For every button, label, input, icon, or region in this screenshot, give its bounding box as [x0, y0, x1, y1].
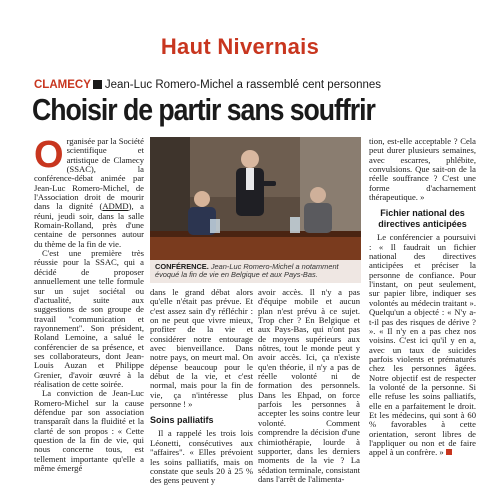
paragraph: La conviction de Jean-Luc Romero-Michel sur la cause défendue par son association transparaît dans la fluidité et la clarté de son propos : « Cette question de la fin de vie, qui nous concerne tous, est tellement importante qu'elle a même émergé [34, 388, 144, 474]
caption-label: CONFÉRENCE. [155, 261, 209, 271]
kicker [34, 79, 381, 91]
paragraph: dans le grand débat alors qu'elle n'était pas prévue. Et c'est assez sain d'y réfléchir : on ne peut que vivre mieux, profiter de la vie et considérer notre entourage avec bienveillance. Dans notre pays, on meurt mal. On dépense beaucoup pour le début de la vie, et c'est normal, mais pour la fin de vie, ça n'intéresse plus personne ! » [150, 287, 253, 410]
article-column-3 [258, 288, 360, 484]
kicker-place: CLAMECY [34, 79, 91, 91]
paragraph: tion, est-elle acceptable ? Cela peut durer plusieurs semaines, avec escarres, phlébite, convulsions. Que sait-on de la réelle souffrance ? C'est une forme d'acharnement thérapeutique. » [369, 136, 476, 203]
caption-text: Jean-Luc Romero-Michel a notamment évoqué la fin de vie en Belgique et aux Pays-Bas. [155, 261, 339, 280]
paragraph [369, 233, 476, 457]
article-headline: Choisir de partir sans souffrir [32, 92, 375, 127]
paragraph-intro [34, 134, 144, 249]
drop-cap: O [34, 134, 64, 176]
subheading: Fichier national des directives anticipées [378, 208, 467, 230]
end-of-article-icon [446, 449, 452, 455]
paragraph: Il a rappelé les trois lois Léonetti, consécutives aux "affaires". « Elles prévoient les soins palliatifs, mais on constate que seuls 20 à 25 % des gens peuvent y [150, 428, 253, 486]
section-rubric: Haut Nivernais [160, 34, 320, 59]
subheading: Soins palliatifs [150, 415, 214, 426]
kicker-text: Jean-Luc Romero-Michel a rassemblé cent personnes [104, 79, 382, 91]
admd-acronym: ADMD [102, 201, 129, 212]
square-bullet-icon [93, 80, 102, 89]
article-photo [150, 137, 361, 283]
article-column-4 [369, 137, 476, 458]
paragraph: C'est une première très réussie pour la SSAC, qui a décidé de proposer annuellement une telle formule sur un sujet sociétal ou d'actualité, suite aux suggestions de son groupe de travail "communication et rayonnement". Son président, Roland Lemoine, a salué le conférencier de sa présence, et ses collaborateurs, dont Jean-Louis Auzan et Philippe Grenier, d'avoir œuvré à la réalisation de cette soirée. [34, 248, 144, 389]
photo-caption [150, 260, 361, 283]
article-column-1 [34, 134, 144, 474]
intro-text-b: ), a réuni, jeudi soir, dans la salle Romain-Rolland, près d'une centaine de personnes autour du thème de la fin de vie. [34, 201, 144, 249]
paragraph-text: Le conférencier a poursuivi : « Il faudrait un fichier national des directives anticipées et préciser la personne de confiance. Pour l'instant, on peut seulement, sur papier libre, indiquer ses volontés au médecin traitant ». Quelqu'un a objecté : « N'y a-t-il pas des risques de dérive ? ». « Il n'y en a pas chez nos voisins. C'est ici qu'il y en a, avec un taux de suicides parfois violents et prématurés chez les personnes âgées. Notre objectif est de respecter la volonté de la personne. Si elle refuse les soins palliatifs, elle en a parfaitement le droit. Et les médecins, qui sont à 60 % favorables à cette orientation, seront libres de l'appliquer ou non et de faire appel à un confrère. » [369, 232, 476, 458]
paragraph: avoir accès. Il n'y a pas d'équipe mobile et aucun plan n'est prévu à ce sujet. Trop cher ? En Belgique et aux Pays-Bas, qui n'ont pas de moyens supérieurs aux nôtres, tout le monde peut y avoir accès. Ici, ça n'existe qu'en théorie, il n'y a pas de réelle volonté ni de formation des personnels. Dans les Ehpad, on force parfois les personnes à accepter les soins contre leur volonté. Comment comprendre la décision d'une chimiothérapie, lourde à supporter, dans les derniers moments de la vie ? La sédation terminale, consistant dans l'arrêt de l'alimenta- [258, 287, 360, 484]
intro-text-a: rganisée par la Société scientifique et artistique de Clamecy (SSAC), la conférence-débat animée par Jean-Luc Romero-Michel, de l'Association droit de mourir dans la dignité ( [34, 136, 144, 212]
article-column-2 [150, 288, 253, 486]
